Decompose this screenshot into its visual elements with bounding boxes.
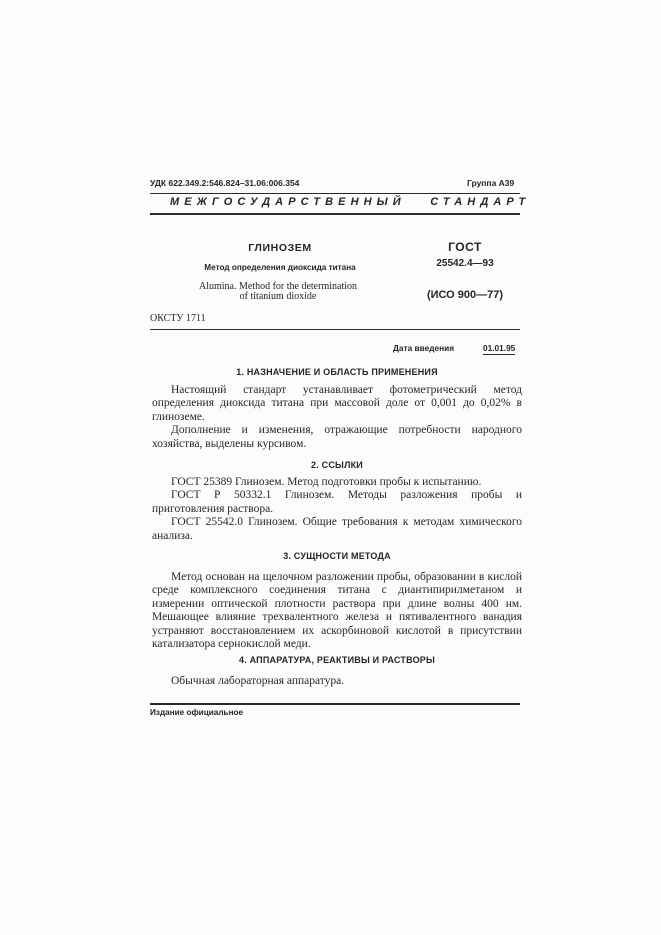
document-title: ГЛИНОЗЕМ	[248, 242, 312, 254]
section-1-paragraph-1: Настоящий стандарт устанавливает фотометрический метод определения диоксида титана при массовой доле от 0,001 до 0,02% в глиноземе.	[152, 384, 522, 423]
section-heading-4: 4. АППАРАТУРА, РЕАКТИВЫ И РАСТВОРЫ	[238, 655, 435, 665]
section-heading-3: 3. СУЩНОСТИ МЕТОДА	[283, 551, 391, 561]
footer-rule	[150, 703, 520, 705]
section-body-3	[152, 571, 522, 651]
top-rule-thin	[150, 193, 520, 194]
section-heading-2: 2. ССЫЛКИ	[311, 460, 363, 470]
section-4-paragraph-1: Обычная лабораторная аппаратура.	[171, 675, 345, 687]
date-label: Дата введения	[393, 343, 455, 353]
section-2-paragraph-1: ГОСТ 25389 Глинозем. Метод подготовки пробы к испытанию.	[171, 476, 482, 488]
title-block-rule	[150, 329, 520, 330]
section-heading-1: 1. НАЗНАЧЕНИЕ И ОБЛАСТЬ ПРИМЕНЕНИЯ	[236, 367, 438, 377]
date-value: 01.01.95	[483, 343, 516, 353]
top-rule-thick	[150, 213, 520, 215]
english-title-line-2: of titanium dioxide	[239, 291, 317, 302]
group-code: Группа А39	[467, 178, 515, 188]
section-body-4	[152, 675, 522, 688]
section-1-paragraph-2: Дополнение и изменения, отражающие потребности народного хозяйства, выделены курсивом.	[152, 424, 522, 450]
document-subtitle: Метод определения диоксида титана	[204, 263, 356, 272]
section-2-paragraph-2: ГОСТ Р 50332.1 Глинозем. Методы разложения пробы и приготовления раствора.	[152, 489, 522, 515]
english-title-line-1: Alumina. Method for the determination	[198, 281, 358, 292]
gost-label: ГОСТ	[448, 240, 482, 254]
edition-note: Издание официальное	[150, 708, 244, 717]
section-body-1	[152, 384, 522, 451]
section-3-paragraph-1: Метод основан на щелочном разложении пробы, образовании в кислой среде комплексного соединения титана с диантипирилметаном и измерении оптической плотности раствора при длине волны 400 нм. Мешающее влияние трехвалентного железа и пятивалентного ванадия устраняют восстановлением их аскорбиновой кислотой в присутствии катализатора сернокислой меди.	[152, 571, 522, 651]
section-body-2	[152, 476, 522, 543]
okstu-code: ОКСТУ 1711	[150, 313, 206, 324]
section-2-paragraph-3: ГОСТ 25542.0 Глинозем. Общие требования к методам химического анализа.	[152, 516, 522, 542]
udk-code: УДК 622.349.2:546.824–31.06:006.354	[150, 178, 300, 188]
standard-banner: МЕЖГОСУДАРСТВЕННЫЙ СТАНДАРТ	[170, 196, 531, 208]
gost-number: 25542.4—93	[436, 258, 494, 269]
iso-reference: (ИСО 900—77)	[426, 289, 504, 301]
